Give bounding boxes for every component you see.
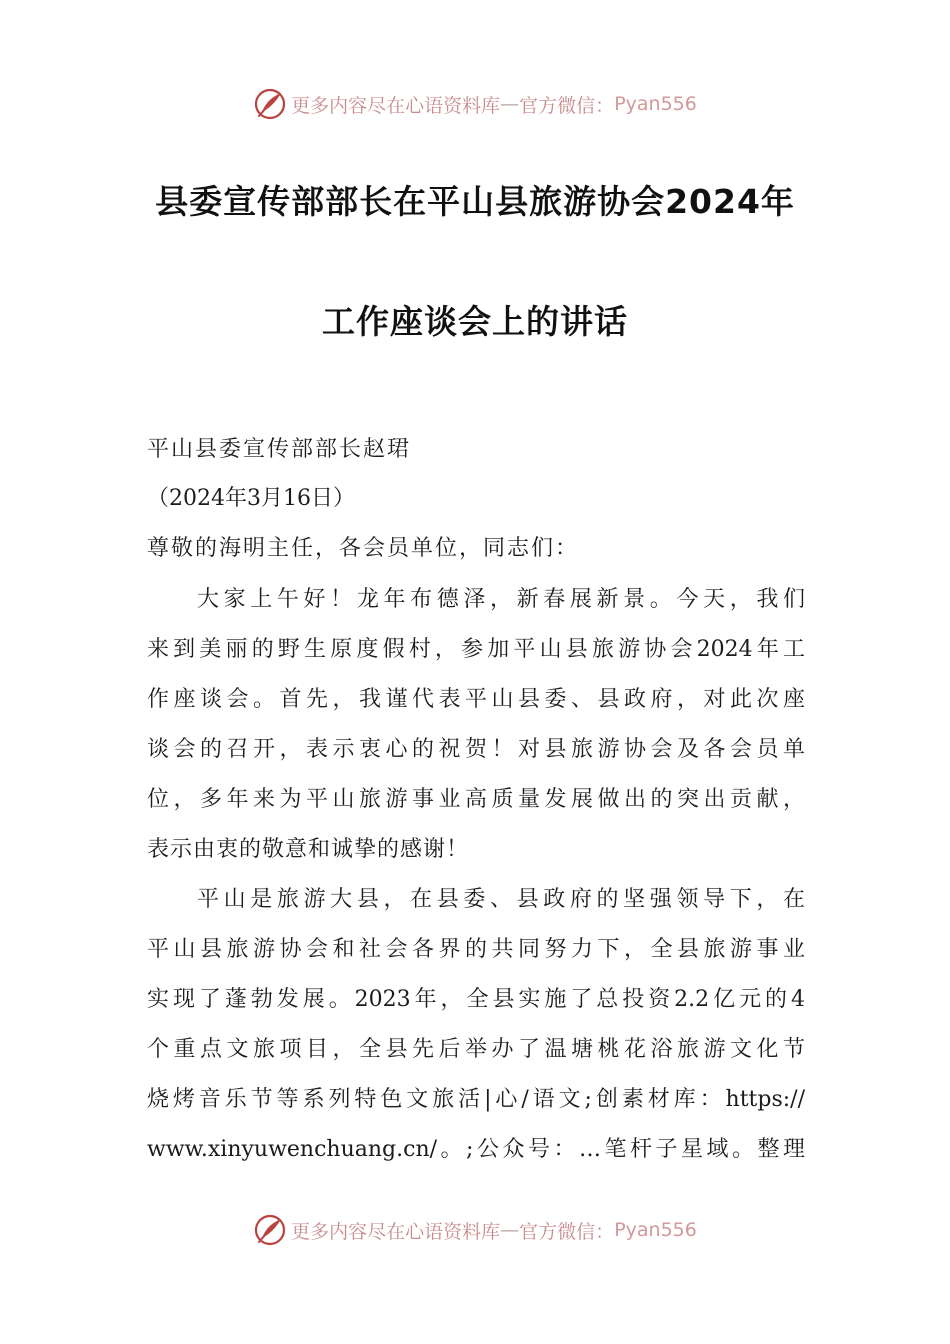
paragraph-2-line: 实现了蓬勃发展。2023年，全县实施了总投资2.2亿元的4 bbox=[147, 987, 805, 1012]
footer-watermark bbox=[0, 1210, 950, 1250]
date-line: （2024年3月16日） bbox=[147, 486, 355, 511]
author-line: 平山县委宣传部部长赵珺 bbox=[147, 437, 412, 462]
watermark-contact: 官方微信： bbox=[519, 94, 615, 117]
paragraph-1-line: 位，多年来为平山旅游事业高质量发展做出的突出贡献， bbox=[147, 787, 805, 812]
paragraph-2-line: 烧烤音乐节等系列特色文旅活|心/语文;创素材库：https:// bbox=[147, 1087, 805, 1112]
paragraph-2-line: 个重点文旅项目，全县先后举办了温塘桃花浴旅游文化节 bbox=[147, 1037, 805, 1062]
paragraph-2-line: www.xinyuwenchuang.cn/。;公众号：…笔杆子星域。整理 bbox=[147, 1137, 805, 1162]
watermark-site: 更多内容尽在心语资料库 bbox=[291, 1220, 501, 1243]
document-title-line-2: 工作座谈会上的讲话 bbox=[322, 302, 628, 341]
paragraph-2-line: 平山是旅游大县，在县委、县政府的坚强领导下，在 bbox=[197, 887, 805, 912]
paragraph-2-line: 平山县旅游协会和社会各界的共同努力下，全县旅游事业 bbox=[147, 937, 805, 962]
paragraph-1-line: 谈会的召开，表示衷心的祝贺！对县旅游协会及各会员单 bbox=[147, 737, 805, 762]
salutation: 尊敬的海明主任，各会员单位，同志们： bbox=[147, 536, 580, 561]
paragraph-1-line: 大家上午好！龙年布德泽，新春展新景。今天，我们 bbox=[197, 587, 805, 612]
header-watermark bbox=[0, 84, 950, 124]
paragraph-1-line: 作座谈会。首先，我谨代表平山县委、县政府，对此次座 bbox=[147, 687, 805, 712]
paragraph-1-line: 来到美丽的野生原度假村，参加平山县旅游协会2024年工 bbox=[147, 637, 805, 662]
watermark-account: Pyan556 bbox=[614, 1219, 697, 1241]
watermark-separator: — bbox=[500, 93, 520, 115]
watermark-contact: 官方微信： bbox=[519, 1220, 615, 1243]
paragraph-1-line: 表示由衷的敬意和诚挚的感谢！ bbox=[147, 837, 470, 862]
quill-logo-icon bbox=[253, 1213, 287, 1247]
quill-logo-icon bbox=[253, 87, 287, 121]
watermark-separator: — bbox=[500, 1219, 520, 1241]
watermark-site: 更多内容尽在心语资料库 bbox=[291, 94, 501, 117]
document-title-line-1: 县委宣传部部长在平山县旅游协会2024年 bbox=[155, 182, 795, 221]
watermark-account: Pyan556 bbox=[614, 93, 697, 115]
